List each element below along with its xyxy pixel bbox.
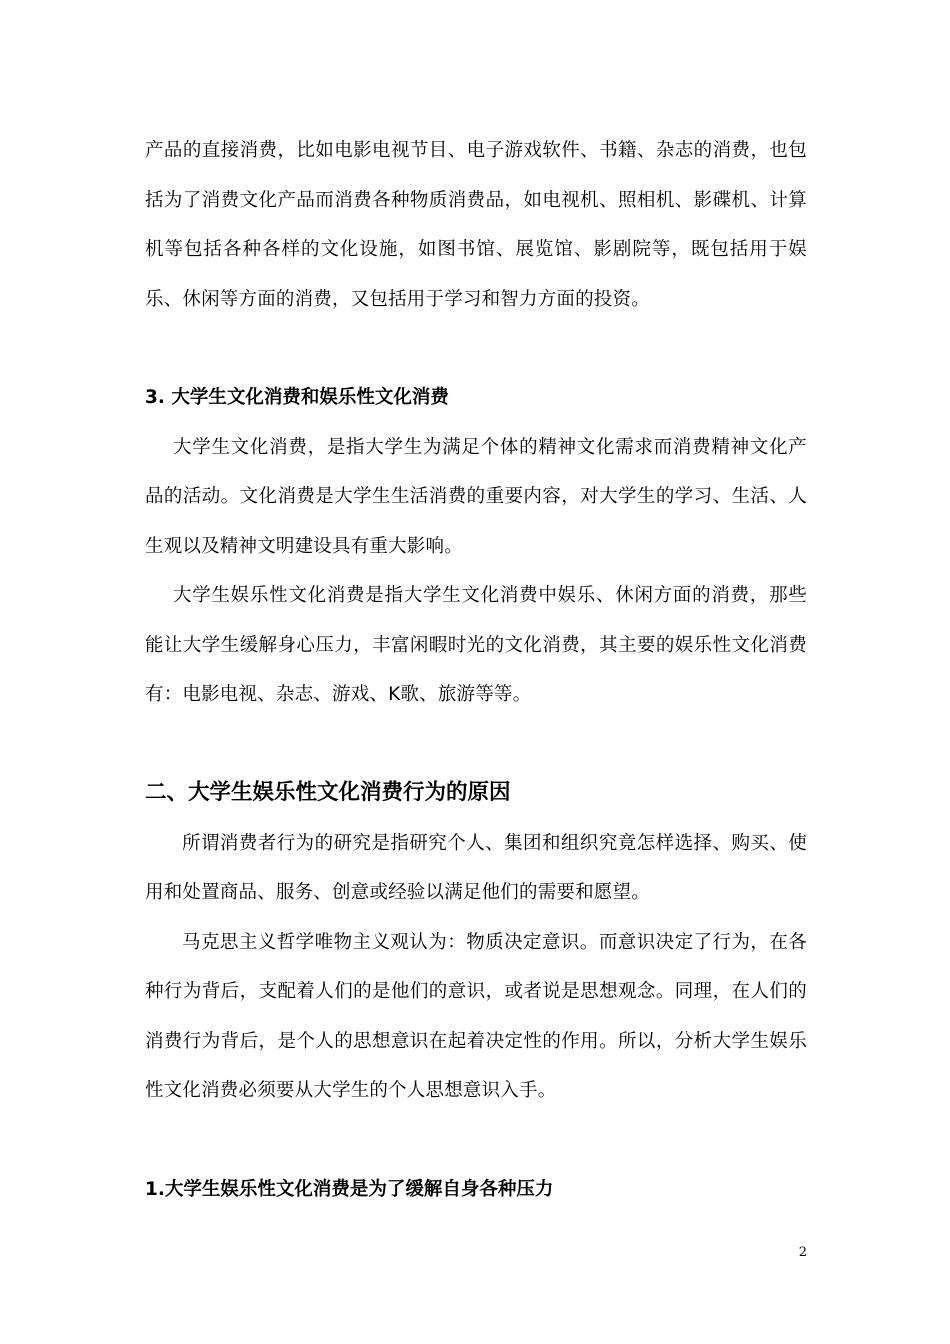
document-body bbox=[145, 126, 807, 1214]
paragraph-culture-consumption-scope: 产品的直接消费，比如电影电视节目、电子游戏软件、书籍、杂志的消费，也包括为了消费文化产品而消费各种物质消费品，如电视机、照相机、影碟机、计算机等包括各种各样的文化设施，如图书馆、展览馆、影剧院等，既包括用于娱乐、休闲等方面的消费，又包括用于学习和智力方面的投资。 bbox=[145, 140, 807, 310]
paragraph-entertainment-consumption: 大学生娱乐性文化消费是指大学生文化消费中娱乐、休闲方面的消费，那些能让大学生缓解身心压力，丰富闲暇时光的文化消费，其主要的娱乐性文化消费有：电影电视、杂志、游戏、K歌、旅游等等。 bbox=[145, 585, 807, 705]
paragraph-student-culture-consumption: 大学生文化消费，是指大学生为满足个体的精神文化需求而消费精神文化产品的活动。文化消费是大学生生活消费的重要内容，对大学生的学习、生活、人生观以及精神文明建设具有重大影响。 bbox=[145, 436, 807, 557]
subsection-heading-3: 3. 大学生文化消费和娱乐性文化消费 bbox=[145, 387, 449, 408]
subsection-heading-1: 1.大学生娱乐性文化消费是为了缓解自身各种压力 bbox=[145, 1178, 554, 1200]
spacer bbox=[145, 1116, 807, 1165]
spacer bbox=[145, 324, 807, 373]
paragraph-consumer-behavior: 所谓消费者行为的研究是指研究个人、集团和组织究竟怎样选择、购买、使用和处置商品、服务、创意或经验以满足他们的需要和愿望。 bbox=[145, 832, 807, 903]
page-number: 2 bbox=[798, 1245, 807, 1260]
paragraph-marxist-materialism: 马克思主义哲学唯物主义观认为：物质决定意识。而意识决定了行为，在各种行为背后，支配着人们的是他们的意识，或者说是思想观念。同理，在人们的消费行为背后，是个人的思想意识在起着决定性的作用。所以，分析大学生娱乐性文化消费必须要从大学生的个人思想意识入手。 bbox=[145, 931, 807, 1101]
spacer bbox=[145, 720, 807, 767]
section-heading-2: 二、大学生娱乐性文化消费行为的原因 bbox=[145, 779, 511, 805]
